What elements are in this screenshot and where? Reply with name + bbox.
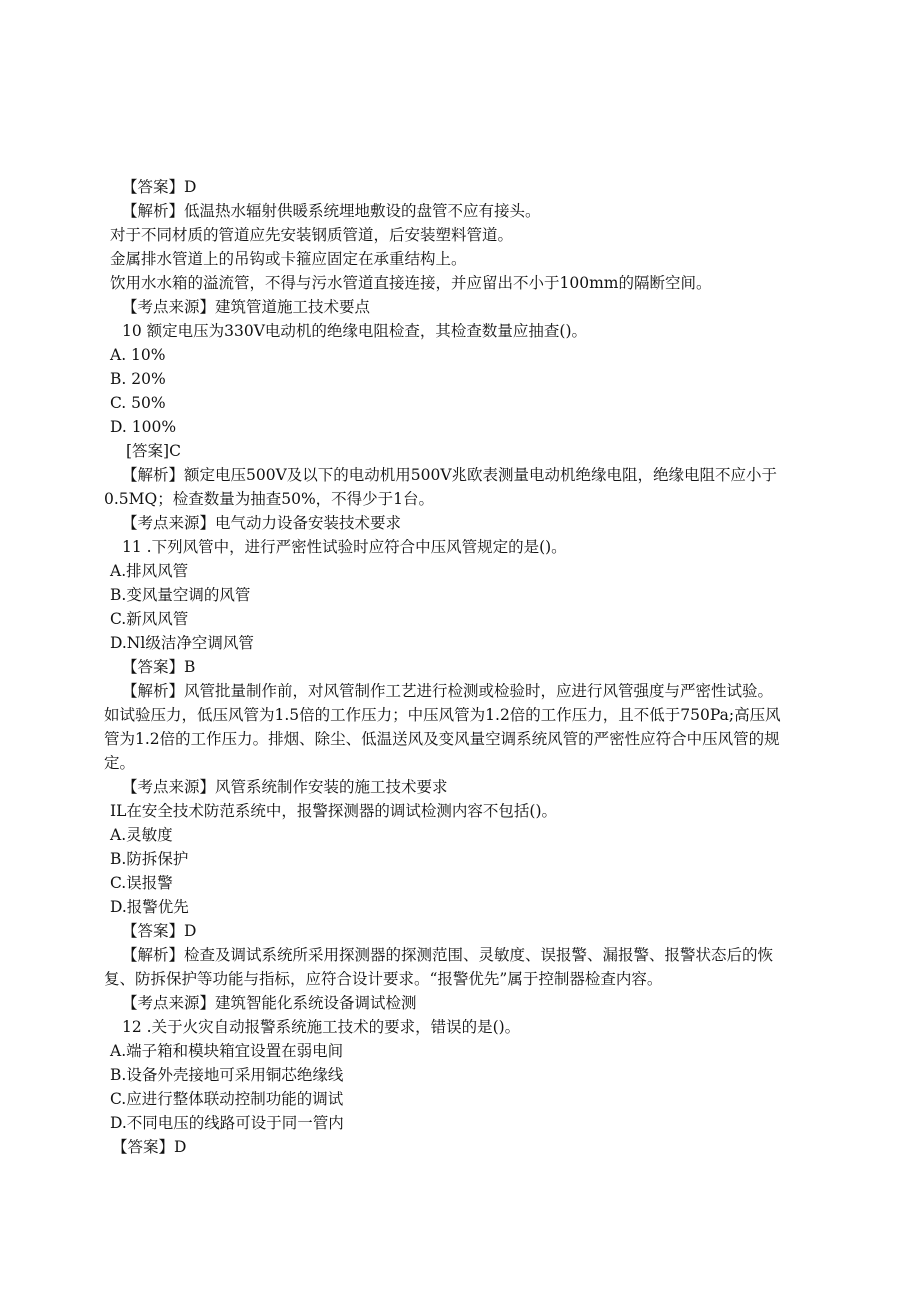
option-a: A.端子箱和模块箱宜设置在弱电间 xyxy=(110,1042,344,1060)
analysis-text-line: 饮用水水箱的溢流管，不得与污水管道直接连接，并应留出不小于100mm的隔断空间。 xyxy=(110,274,712,292)
analysis-text-line: 如试验压力，低压风管为1.5倍的工作压力；中压风管为1.2倍的工作压力，且不低于750Pa;高压风 xyxy=(104,706,781,724)
analysis-line: 【解析】额定电压500V及以下的电动机用500V兆欧表测量电动机绝缘电阻，绝缘电阻不应小于 xyxy=(122,466,778,484)
source-line: 【考点来源】风管系统制作安装的施工技术要求 xyxy=(122,778,448,796)
option-b: B. 20% xyxy=(110,370,166,388)
option-d: D. 100% xyxy=(110,418,177,436)
option-a: A.灵敏度 xyxy=(110,826,173,844)
source-line: 【考点来源】建筑智能化系统设备调试检测 xyxy=(122,994,417,1012)
answer-line: [答案]C xyxy=(126,442,181,460)
analysis-line: 【解析】风管批量制作前，对风管制作工艺进行检测或检验时，应进行风管强度与严密性试验。 xyxy=(122,682,774,700)
answer-line: 【答案】D xyxy=(122,922,197,940)
analysis-text-line: 管为1.2倍的工作压力。排烟、除尘、低温送风及变风量空调系统风管的严密性应符合中压风管的规 xyxy=(104,730,780,748)
option-d: D.Nl级洁净空调风管 xyxy=(110,634,254,652)
question-11: 11 .下列风管中，进行严密性试验时应符合中压风管规定的是()。 xyxy=(122,538,567,556)
analysis-text-line: 对于不同材质的管道应先安装钢质管道，后安装塑料管道。 xyxy=(110,226,514,244)
analysis-text-line: 复、防拆保护等功能与指标，应符合设计要求。“报警优先”属于控制器检查内容。 xyxy=(104,970,663,988)
source-line: 【考点来源】建筑管道施工技术要点 xyxy=(122,298,371,316)
option-c: C.新风风管 xyxy=(110,610,189,628)
option-d: D.报警优先 xyxy=(110,898,189,916)
question-12: 12 .关于火灾自动报警系统施工技术的要求，错误的是()。 xyxy=(122,1018,521,1036)
answer-line: 【答案】B xyxy=(122,658,196,676)
option-c: C.误报警 xyxy=(110,874,173,892)
option-a: A. 10% xyxy=(110,346,166,364)
option-b: B.防拆保护 xyxy=(110,850,189,868)
answer-line: 【答案】D xyxy=(112,1138,187,1156)
question-il: IL在安全技术防范系统中，报警探测器的调试检测内容不包括()。 xyxy=(110,802,558,820)
answer-line: 【答案】D xyxy=(122,178,197,196)
option-c: C. 50% xyxy=(110,394,166,412)
source-line: 【考点来源】电气动力设备安装技术要求 xyxy=(122,514,402,532)
option-b: B.变风量空调的风管 xyxy=(110,586,251,604)
question-10: 10 额定电压为330V电动机的绝缘电阻检查，其检查数量应抽查()。 xyxy=(122,322,588,340)
analysis-text-line: 金属排水管道上的吊钩或卡箍应固定在承重结构上。 xyxy=(110,250,467,268)
analysis-line: 【解析】检查及调试系统所采用探测器的探测范围、灵敏度、误报警、漏报警、报警状态后的恢 xyxy=(122,946,774,964)
analysis-text-line: 定。 xyxy=(104,754,136,772)
analysis-text-line: 0.5MQ；检查数量为抽查50%，不得少于1台。 xyxy=(104,490,435,508)
option-b: B.设备外壳接地可采用铜芯绝缘线 xyxy=(110,1066,344,1084)
option-c: C.应进行整体联动控制功能的调试 xyxy=(110,1090,344,1108)
option-a: A.排风风管 xyxy=(110,562,189,580)
option-d: D.不同电压的线路可设于同一管内 xyxy=(110,1114,344,1132)
analysis-line: 【解析】低温热水辐射供暖系统埋地敷设的盘管不应有接头。 xyxy=(122,202,541,220)
